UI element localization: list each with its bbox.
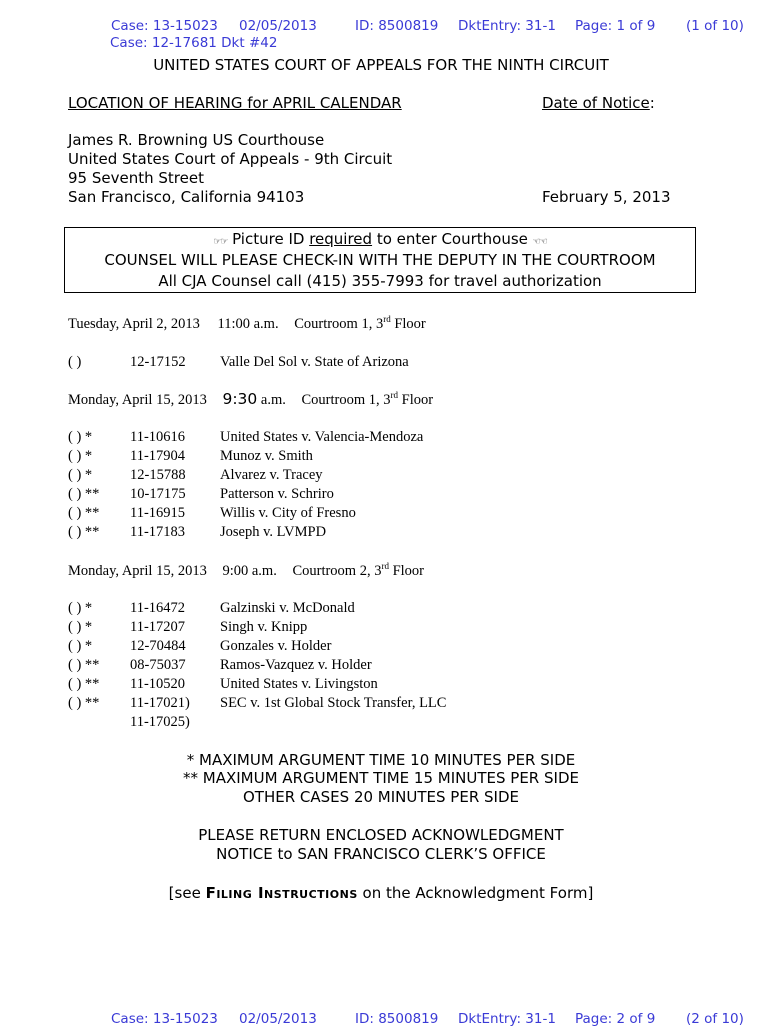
case-mark: ( ) * [68, 619, 93, 635]
case-number: 10-17175 [130, 486, 186, 502]
case-number: 11-16915 [130, 505, 186, 521]
filing-instructions-note [0, 884, 762, 902]
session-time: 11:00 [217, 316, 250, 332]
case-number: 11-17904 [130, 448, 186, 464]
header-dkt-entry: DktEntry: 31-1 [458, 18, 556, 34]
header-count: (2 of 10) [686, 1011, 744, 1027]
picture-id-post: to enter Courthouse [372, 230, 533, 248]
case-number: 12-17152 [130, 354, 186, 370]
session-time: 9:00 [222, 563, 249, 579]
session-ordinal: rd [383, 314, 391, 325]
session-floor: Floor [390, 316, 426, 332]
filing-pre: [see [168, 884, 206, 902]
session-time-unit: a.m. [260, 392, 286, 408]
case-number: 11-17025) [130, 714, 190, 730]
header-date: 02/05/2013 [239, 1011, 317, 1027]
session-heading [68, 316, 426, 333]
filing-post: on the Acknowledgment Form] [357, 884, 594, 902]
session-ordinal: rd [381, 561, 389, 572]
session-heading [68, 390, 433, 409]
case-mark: ( ) ** [68, 505, 100, 521]
argument-time-note: OTHER CASES 20 MINUTES PER SIDE [243, 788, 519, 806]
notice-date: February 5, 2013 [542, 188, 671, 206]
case-number: 11-10616 [130, 429, 186, 445]
case-name: Munoz v. Smith [220, 448, 313, 464]
case-name: Gonzales v. Holder [220, 638, 332, 654]
notice-box-line-2: COUNSEL WILL PLEASE CHECK-IN WITH THE DEPUTY IN THE COURTROOM [104, 251, 656, 269]
case-number: 11-17207 [130, 619, 186, 635]
case-name: SEC v. 1st Global Stock Transfer, LLC [220, 695, 447, 711]
case-name: Joseph v. LVMPD [220, 524, 327, 540]
case-mark: ( ) ** [68, 657, 100, 673]
case-mark: ( ) ** [68, 486, 100, 502]
header-case: Case: 13-15023 [111, 1011, 218, 1027]
session-courtroom: Courtroom 2, 3 [292, 563, 382, 579]
session-courtroom: Courtroom 1, 3 [294, 316, 384, 332]
case-mark: ( ) * [68, 467, 93, 483]
case-number: 11-16472 [130, 600, 186, 616]
case-number: 11-17021) [130, 695, 190, 711]
case-name: United States v. Livingston [220, 676, 378, 692]
case-number: 08-75037 [130, 657, 186, 673]
argument-time-note: * MAXIMUM ARGUMENT TIME 10 MINUTES PER SIDE [186, 751, 576, 769]
location-heading: LOCATION OF HEARING for APRIL CALENDAR [68, 94, 402, 112]
case-mark: ( ) ** [68, 524, 100, 540]
header-sub: Case: 12-17681 Dkt #42 [110, 35, 278, 51]
session-heading [68, 563, 424, 580]
header-count: (1 of 10) [686, 18, 744, 34]
session-time-unit: a.m. [251, 563, 277, 579]
address-line-4: San Francisco, California 94103 [68, 188, 305, 206]
picture-id-pre: Picture ID [227, 230, 310, 248]
session-floor: Floor [398, 392, 434, 408]
picture-id-required: required [309, 230, 373, 248]
case-name: Ramos-Vazquez v. Holder [220, 657, 372, 673]
case-name: Valle Del Sol v. State of Arizona [220, 354, 409, 370]
session-time: 9:30 [222, 390, 258, 408]
address-line-3: 95 Seventh Street [68, 169, 204, 187]
case-number: 12-15788 [130, 467, 186, 483]
session-floor: Floor [388, 563, 425, 579]
address-line-1: James R. Browning US Courthouse [68, 131, 325, 149]
case-mark: ( ) [68, 354, 82, 370]
header-page: Page: 2 of 9 [575, 1011, 656, 1027]
session-date: Monday, April 15, 2013 [68, 392, 207, 408]
case-name: Alvarez v. Tracey [220, 467, 323, 483]
case-number: 11-17183 [130, 524, 186, 540]
notice-box-line-1 [65, 230, 695, 248]
date-of-notice-colon: : [649, 94, 655, 112]
case-mark: ( ) * [68, 638, 93, 654]
notice-box [64, 227, 696, 293]
date-of-notice-text: Date of Notice [542, 94, 650, 112]
argument-time-note: ** MAXIMUM ARGUMENT TIME 15 MINUTES PER SIDE [183, 769, 579, 787]
session-time-unit: a.m. [253, 316, 279, 332]
header-dkt-entry: DktEntry: 31-1 [458, 1011, 556, 1027]
filing-instructions-bold: Filing Instructions [205, 884, 358, 902]
pointing-hand-icon: ☞☞ [213, 237, 228, 247]
case-mark: ( ) * [68, 429, 93, 445]
case-number: 11-10520 [130, 676, 186, 692]
case-mark: ( ) * [68, 448, 93, 464]
header-id: ID: 8500819 [355, 1011, 439, 1027]
session-date: Tuesday, April 2, 2013 [68, 316, 200, 332]
header-id: ID: 8500819 [355, 18, 439, 34]
case-mark: ( ) ** [68, 676, 100, 692]
case-name: Willis v. City of Fresno [220, 505, 356, 521]
session-ordinal: rd [390, 390, 398, 401]
case-name: Galzinski v. McDonald [220, 600, 355, 616]
case-name: Singh v. Knipp [220, 619, 308, 635]
return-notice-line: PLEASE RETURN ENCLOSED ACKNOWLEDGMENT [198, 826, 564, 844]
session-courtroom: Courtroom 1, 3 [301, 392, 391, 408]
session-date: Monday, April 15, 2013 [68, 563, 207, 579]
header-case: Case: 13-15023 [111, 18, 218, 34]
case-mark: ( ) * [68, 600, 93, 616]
date-of-notice-label [542, 94, 655, 112]
case-number: 12-70484 [130, 638, 186, 654]
header-date: 02/05/2013 [239, 18, 317, 34]
address-line-2: United States Court of Appeals - 9th Circuit [68, 150, 393, 168]
header-page: Page: 1 of 9 [575, 18, 656, 34]
case-name: Patterson v. Schriro [220, 486, 334, 502]
court-title: UNITED STATES COURT OF APPEALS FOR THE NINTH CIRCUIT [153, 56, 609, 74]
pointing-hand-icon: ☜☜ [532, 237, 547, 247]
notice-box-line-3: All CJA Counsel call (415) 355-7993 for travel authorization [158, 272, 602, 290]
case-mark: ( ) ** [68, 695, 100, 711]
case-name: United States v. Valencia-Mendoza [220, 429, 424, 445]
return-notice-line: NOTICE to SAN FRANCISCO CLERK’S OFFICE [216, 845, 546, 863]
